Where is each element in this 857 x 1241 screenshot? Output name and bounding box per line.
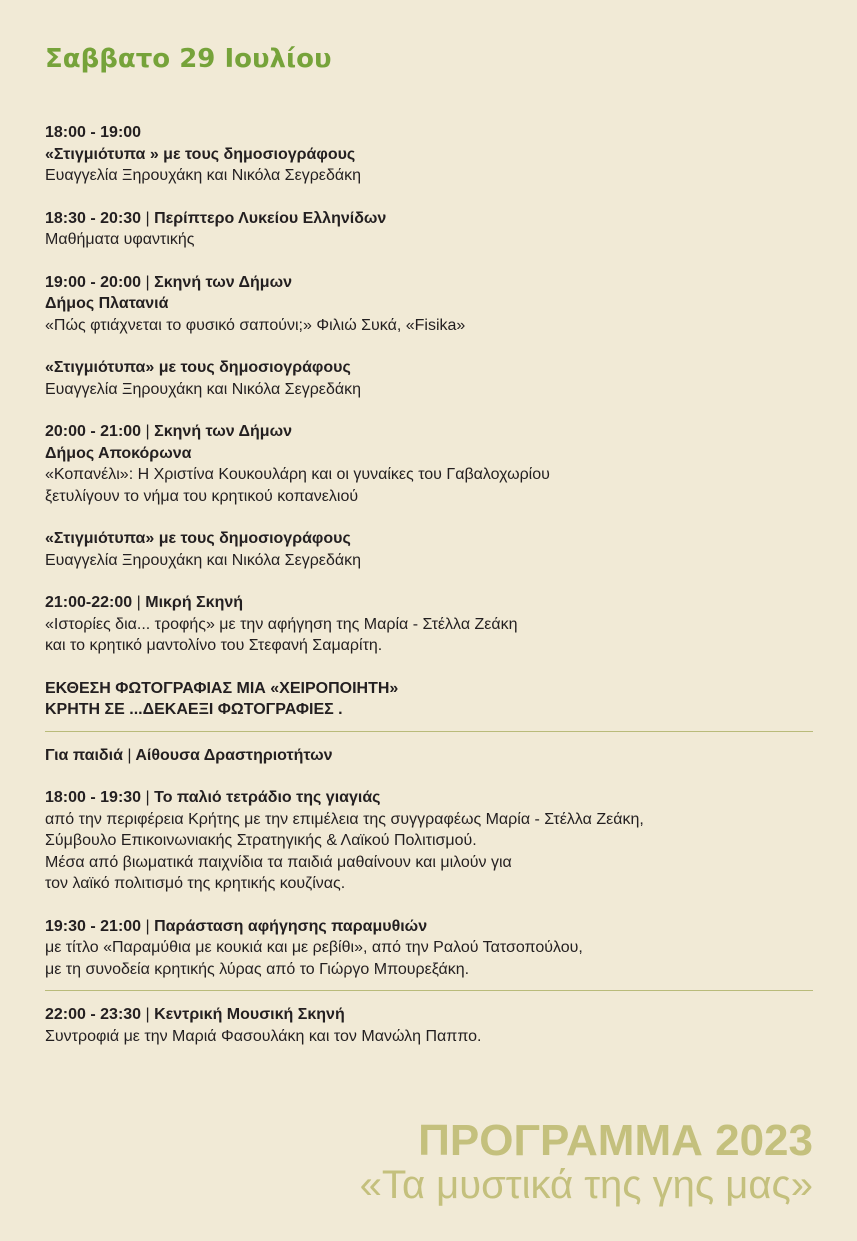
event-description: Σύμβουλο Επικοινωνιακής Στρατηγικής & Λαϊκού Πολιτισμού. bbox=[45, 832, 477, 849]
event-description: τον λαϊκό πολιτισμό της κρητικής κουζίνας. bbox=[45, 875, 346, 892]
kids-event-list bbox=[45, 787, 813, 980]
event-venue: Μικρή Σκηνή bbox=[145, 594, 244, 611]
main-stage-list bbox=[45, 1004, 813, 1047]
event-time: 18:00 - 19:00 bbox=[45, 124, 142, 141]
kids-heading bbox=[45, 745, 813, 767]
event-title: Δήμος Αποκόρωνα bbox=[45, 444, 192, 462]
event-block bbox=[45, 421, 813, 507]
event-heading bbox=[45, 787, 813, 809]
event-venue: Το παλιό τετράδιο της γιαγιάς bbox=[154, 789, 381, 806]
event-time: 20:00 - 21:00 bbox=[45, 423, 142, 440]
event-description: ξετυλίγουν το νήμα του κρητικού κοπανελιού bbox=[45, 487, 359, 505]
schedule bbox=[45, 122, 813, 1068]
event-block bbox=[45, 208, 813, 251]
event-time: 22:00 - 23:30 bbox=[45, 1006, 142, 1023]
event-time: 21:00-22:00 bbox=[45, 594, 133, 611]
event-time: 18:00 - 19:30 bbox=[45, 789, 142, 806]
event-block bbox=[45, 272, 813, 337]
event-heading bbox=[45, 1004, 813, 1026]
event-heading bbox=[45, 592, 813, 614]
event-block bbox=[45, 528, 813, 571]
separator: | bbox=[145, 917, 150, 935]
exhibition-line-2: ΚΡΗΤΗ ΣΕ ...ΔΕΚΑΕΞΙ ΦΩΤΟΓΡΑΦΙΕΣ . bbox=[45, 700, 343, 718]
event-time: 18:30 - 20:30 bbox=[45, 209, 142, 227]
event-description: με τη συνοδεία κρητικής λύρας από το Γιώργο Μπουρεξάκη. bbox=[45, 960, 470, 978]
event-description: «Κοπανέλι»: Η Χριστίνα Κουκουλάρη και οι γυναίκες του Γαβαλοχωρίου bbox=[45, 466, 550, 483]
section-divider bbox=[45, 990, 813, 991]
event-title: Δήμος Πλατανιά bbox=[45, 295, 169, 312]
event-description: Μέσα από βιωματικά παιχνίδια τα παιδιά μαθαίνουν και μιλούν για bbox=[45, 853, 512, 871]
event-description: Ευαγγελία Ξηρουχάκη και Νικόλα Σεγρεδάκη bbox=[45, 380, 361, 398]
exhibition-block bbox=[45, 678, 813, 720]
separator: | bbox=[127, 746, 132, 764]
separator: | bbox=[145, 209, 150, 227]
event-block bbox=[45, 1004, 813, 1047]
event-venue: Κεντρική Μουσική Σκηνή bbox=[154, 1006, 345, 1023]
event-description: με τίτλο «Παραμύθια με κουκιά και με ρεβίθι», από την Ραλού Τατσοπούλου, bbox=[45, 939, 583, 956]
exhibition-line-1: ΕΚΘΕΣΗ ΦΩΤΟΓΡΑΦΙΑΣ ΜΙΑ «ΧΕΙΡΟΠΟΙΗΤΗ» bbox=[45, 679, 399, 697]
event-description: Μαθήματα υφαντικής bbox=[45, 231, 195, 248]
separator: | bbox=[145, 789, 150, 806]
event-title: «Στιγμιότυπα» με τους δημοσιογράφους bbox=[45, 530, 351, 547]
event-time: 19:30 - 21:00 bbox=[45, 917, 142, 935]
event-heading bbox=[45, 916, 813, 938]
footer-subtitle: «Τα μυστικά της γης μας» bbox=[359, 1163, 813, 1207]
day-title: Σαββατο 29 Ιουλίου bbox=[45, 44, 332, 74]
kids-label: Για παιδιά bbox=[45, 746, 123, 764]
event-block bbox=[45, 787, 813, 895]
event-title: «Στιγμιότυπα » με τους δημοσιογράφους bbox=[45, 145, 356, 163]
event-block bbox=[45, 916, 813, 981]
section-divider bbox=[45, 731, 813, 732]
event-heading bbox=[45, 421, 813, 443]
event-block bbox=[45, 122, 813, 187]
separator: | bbox=[145, 423, 150, 440]
kids-venue: Αίθουσα Δραστηριοτήτων bbox=[135, 746, 333, 764]
event-description: «Πώς φτιάχνεται το φυσικό σαπούνι;» Φιλιώ Συκά, «Fisika» bbox=[45, 316, 466, 334]
footer-title: ΠΡΟΓΡΑΜΜΑ 2023 bbox=[418, 1116, 813, 1165]
event-block bbox=[45, 357, 813, 400]
event-description: Ευαγγελία Ξηρουχάκη και Νικόλα Σεγρεδάκη bbox=[45, 551, 361, 569]
event-venue: Σκηνή των Δήμων bbox=[154, 273, 292, 291]
event-list bbox=[45, 122, 813, 657]
event-description: και το κρητικό μαντολίνο του Στεφανή Σαμαρίτη. bbox=[45, 637, 383, 654]
event-description: Συντροφιά με την Μαριά Φασουλάκη και τον Μανώλη Παππο. bbox=[45, 1027, 482, 1045]
event-time: 19:00 - 20:00 bbox=[45, 273, 142, 291]
event-title: «Στιγμιότυπα» με τους δημοσιογράφους bbox=[45, 359, 351, 376]
separator: | bbox=[145, 273, 150, 291]
event-heading bbox=[45, 122, 813, 144]
separator: | bbox=[145, 1006, 150, 1023]
event-venue: Περίπτερο Λυκείου Ελληνίδων bbox=[154, 209, 387, 227]
event-heading bbox=[45, 272, 813, 294]
event-description: από την περιφέρεια Κρήτης με την επιμέλεια της συγγραφέως Μαρία - Στέλλα Ζεάκη, bbox=[45, 810, 644, 828]
event-venue: Σκηνή των Δήμων bbox=[154, 423, 292, 440]
event-block bbox=[45, 592, 813, 657]
event-description: «Ιστορίες δια... τροφής» με την αφήγηση της Μαρία - Στέλλα Ζεάκη bbox=[45, 615, 518, 633]
event-heading bbox=[45, 208, 813, 230]
separator: | bbox=[136, 594, 141, 611]
event-description: Ευαγγελία Ξηρουχάκη και Νικόλα Σεγρεδάκη bbox=[45, 167, 361, 184]
event-venue: Παράσταση αφήγησης παραμυθιών bbox=[154, 917, 428, 935]
